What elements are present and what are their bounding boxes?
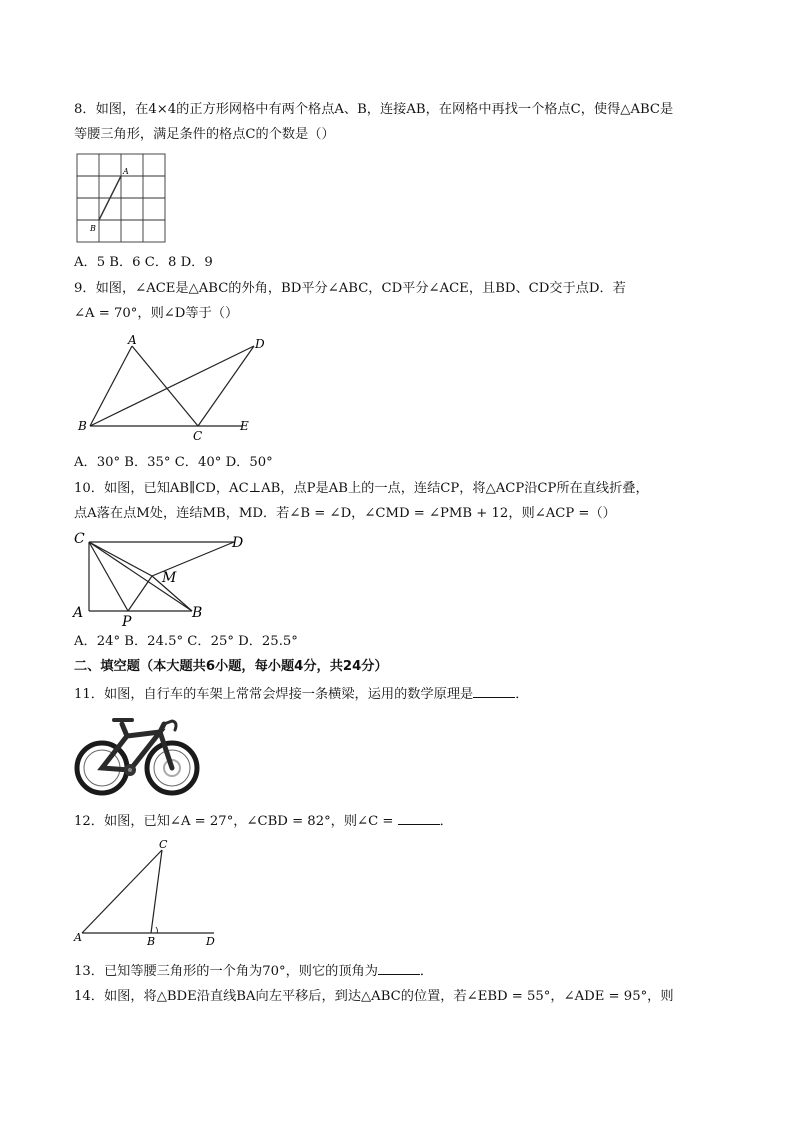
point-b-label: B	[147, 935, 156, 948]
bicycle-image	[72, 708, 202, 800]
point-a-label: A	[74, 931, 82, 944]
point-c-label: C	[74, 531, 85, 547]
q14-text-line1: 14．如图，将△BDE沿直线BA向左平移后，到达△ABC的位置，若∠EBD = 55°，∠ADE = 95°，则	[74, 989, 674, 1004]
q12-answer-blank[interactable]	[398, 812, 440, 825]
q13-answer-blank[interactable]	[378, 962, 420, 975]
q10-options: A．24° B．24.5° C．25° D．25.5°	[74, 634, 298, 649]
point-d-label: D	[206, 935, 215, 948]
q8-text-line2: 等腰三角形，满足条件的格点C的个数是（）	[74, 127, 335, 142]
q9-options: A．30° B．35° C．40° D．50°	[74, 455, 273, 470]
q12-text	[74, 812, 453, 831]
q12-question: 12．如图，已知∠A = 27°，∠CBD = 82°，则∠C =	[74, 814, 394, 829]
q11-text	[74, 685, 528, 704]
point-c-label: C	[193, 429, 203, 443]
q8-options: A．5 B．6 C．8 D．9	[74, 255, 213, 270]
point-p-label: P	[122, 614, 132, 630]
q13-question: 13．已知等腰三角形的一个角为70°，则它的顶角为	[74, 964, 378, 979]
point-c-label: C	[159, 838, 168, 851]
q11-period: ．	[515, 687, 529, 702]
point-d-label: D	[255, 337, 265, 351]
q9-text-line2: ∠A = 70°，则∠D等于（）	[74, 306, 239, 321]
q10-text-line1: 10．如图，已知AB∥CD，AC⊥AB，点P是AB上的一点，连结CP，将△ACP沿CP所在直线折叠，	[74, 481, 649, 496]
point-b-label: B	[78, 419, 87, 433]
point-e-label: E	[240, 419, 249, 433]
q12-period: ．	[439, 814, 453, 829]
point-b-label: B	[192, 605, 203, 621]
q9-text-line1: 9．如图，∠ACE是△ABC的外角，BD平分∠ABC，CD平分∠ACE，且BD、CD交于点D．若	[74, 281, 626, 296]
point-a-label: A	[73, 605, 84, 621]
q13-text	[74, 962, 433, 981]
point-d-label: D	[232, 535, 244, 551]
point-a-label: A	[123, 167, 129, 176]
q11-question: 11．如图，自行车的车架上常常会焊接一条横梁，运用的数学原理是	[74, 687, 474, 702]
q9-triangle-figure	[74, 334, 264, 444]
q11-answer-blank[interactable]	[473, 685, 515, 698]
q13-period: ．	[419, 964, 434, 979]
section-heading: 二、填空题（本大题共6小题，每小题4分，共24分）	[74, 659, 388, 674]
point-m-label: M	[162, 570, 177, 586]
q10-text-line2: 点A落在点M处，连结MB，MD．若∠B = ∠D，∠CMD = ∠PMB + 12，则∠ACP =（）	[74, 506, 616, 521]
point-b-label: B	[90, 224, 96, 233]
q10-fold-figure	[72, 530, 252, 630]
q8-text-line1: 8．如图，在4×4的正方形网格中有两个格点A、B，连接AB，在网格中再找一个格点C，使得△ABC是	[74, 102, 674, 117]
point-a-label: A	[128, 333, 137, 347]
q12-triangle-figure	[72, 838, 222, 950]
q8-grid-figure	[76, 153, 168, 245]
